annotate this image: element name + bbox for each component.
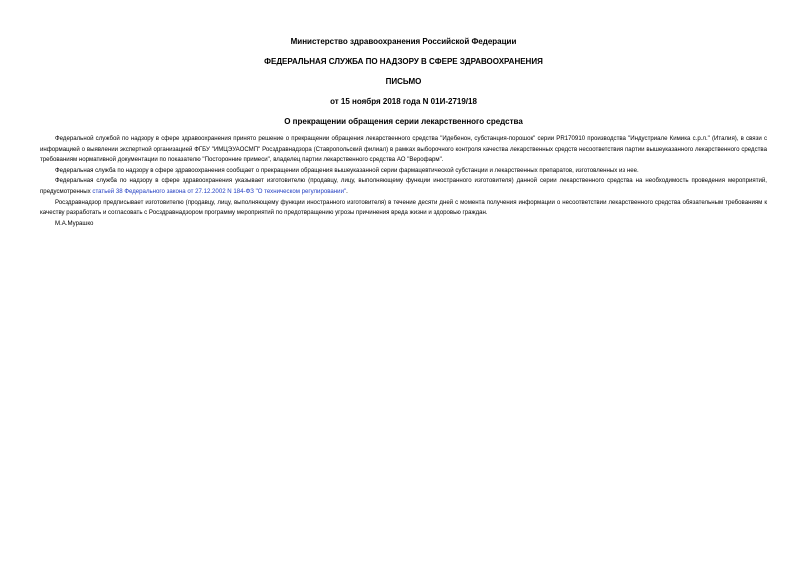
paragraph-decision: Федеральной службой по надзору в сфере здравоохранения принято решение о прекращении обращения лекарственного средства "Идебенон, субстанция-порошок" серии PR170910 производства "Индустриале Кимика с.р.л." (Италия), в связи с информацией о выявлении экспертной организацией ФГБУ "ИМЦЭУАОСМП" Росздравнадзора (Ставропольский филиал) в рамках выборочного контроля качества лекарственных средств несоответствия партии вышеуказанного лекарственного средства требованиям нормативной документации по показателю "Посторонние примеси", владелец партии лекарственного средства АО "Верофарм".	[40, 135, 767, 164]
law-article-link[interactable]: статьей 38 Федерального закона от 27.12.2002 N 184-ФЗ "О техническом регулировании"	[92, 187, 347, 195]
paragraph-requirements-text: Федеральная служба по надзору в сфере здравоохранения указывает изготовителю (продавцу, лицу, выполняющему функции иностранного изготовителя) данной серии лекарственного средства на необходимость проведения мероприятий, предусмотренных	[40, 177, 767, 195]
signature: М.А.Мурашко	[55, 219, 94, 227]
service-name: ФЕДЕРАЛЬНАЯ СЛУЖБА ПО НАДЗОРУ В СФЕРЕ ЗДРАВООХРАНЕНИЯ	[264, 57, 543, 66]
document-type: ПИСЬМО	[385, 77, 422, 86]
paragraph-prescription: Росздравнадзор предписывает изготовителю (продавцу, лицу, выполняющему функции иностранного изготовителя) в течение десяти дней с момента получения информации о несоответствии лекарственного средства обязательным требованиям к качеству разработать и согласовать с Росздравнадзором программу мероприятий по предотвращению угрозы причинения вреда жизни и здоровью граждан.	[40, 198, 767, 217]
paragraph-notification: Федеральная служба по надзору в сфере здравоохранения сообщает о прекращении обращения вышеуказанной серии фармацевтической субстанции и лекарственных препаратов, изготовленных из нее.	[55, 166, 639, 174]
ministry-name: Министерство здравоохранения Российской Федерации	[290, 37, 517, 46]
document-date-number: от 15 ноября 2018 года N 01И-2719/18	[330, 97, 477, 106]
document-subject: О прекращении обращения серии лекарственного средства	[284, 117, 523, 126]
paragraph-requirements	[40, 176, 767, 197]
paragraph-requirements-end: .	[346, 187, 348, 195]
document-body	[40, 134, 767, 229]
